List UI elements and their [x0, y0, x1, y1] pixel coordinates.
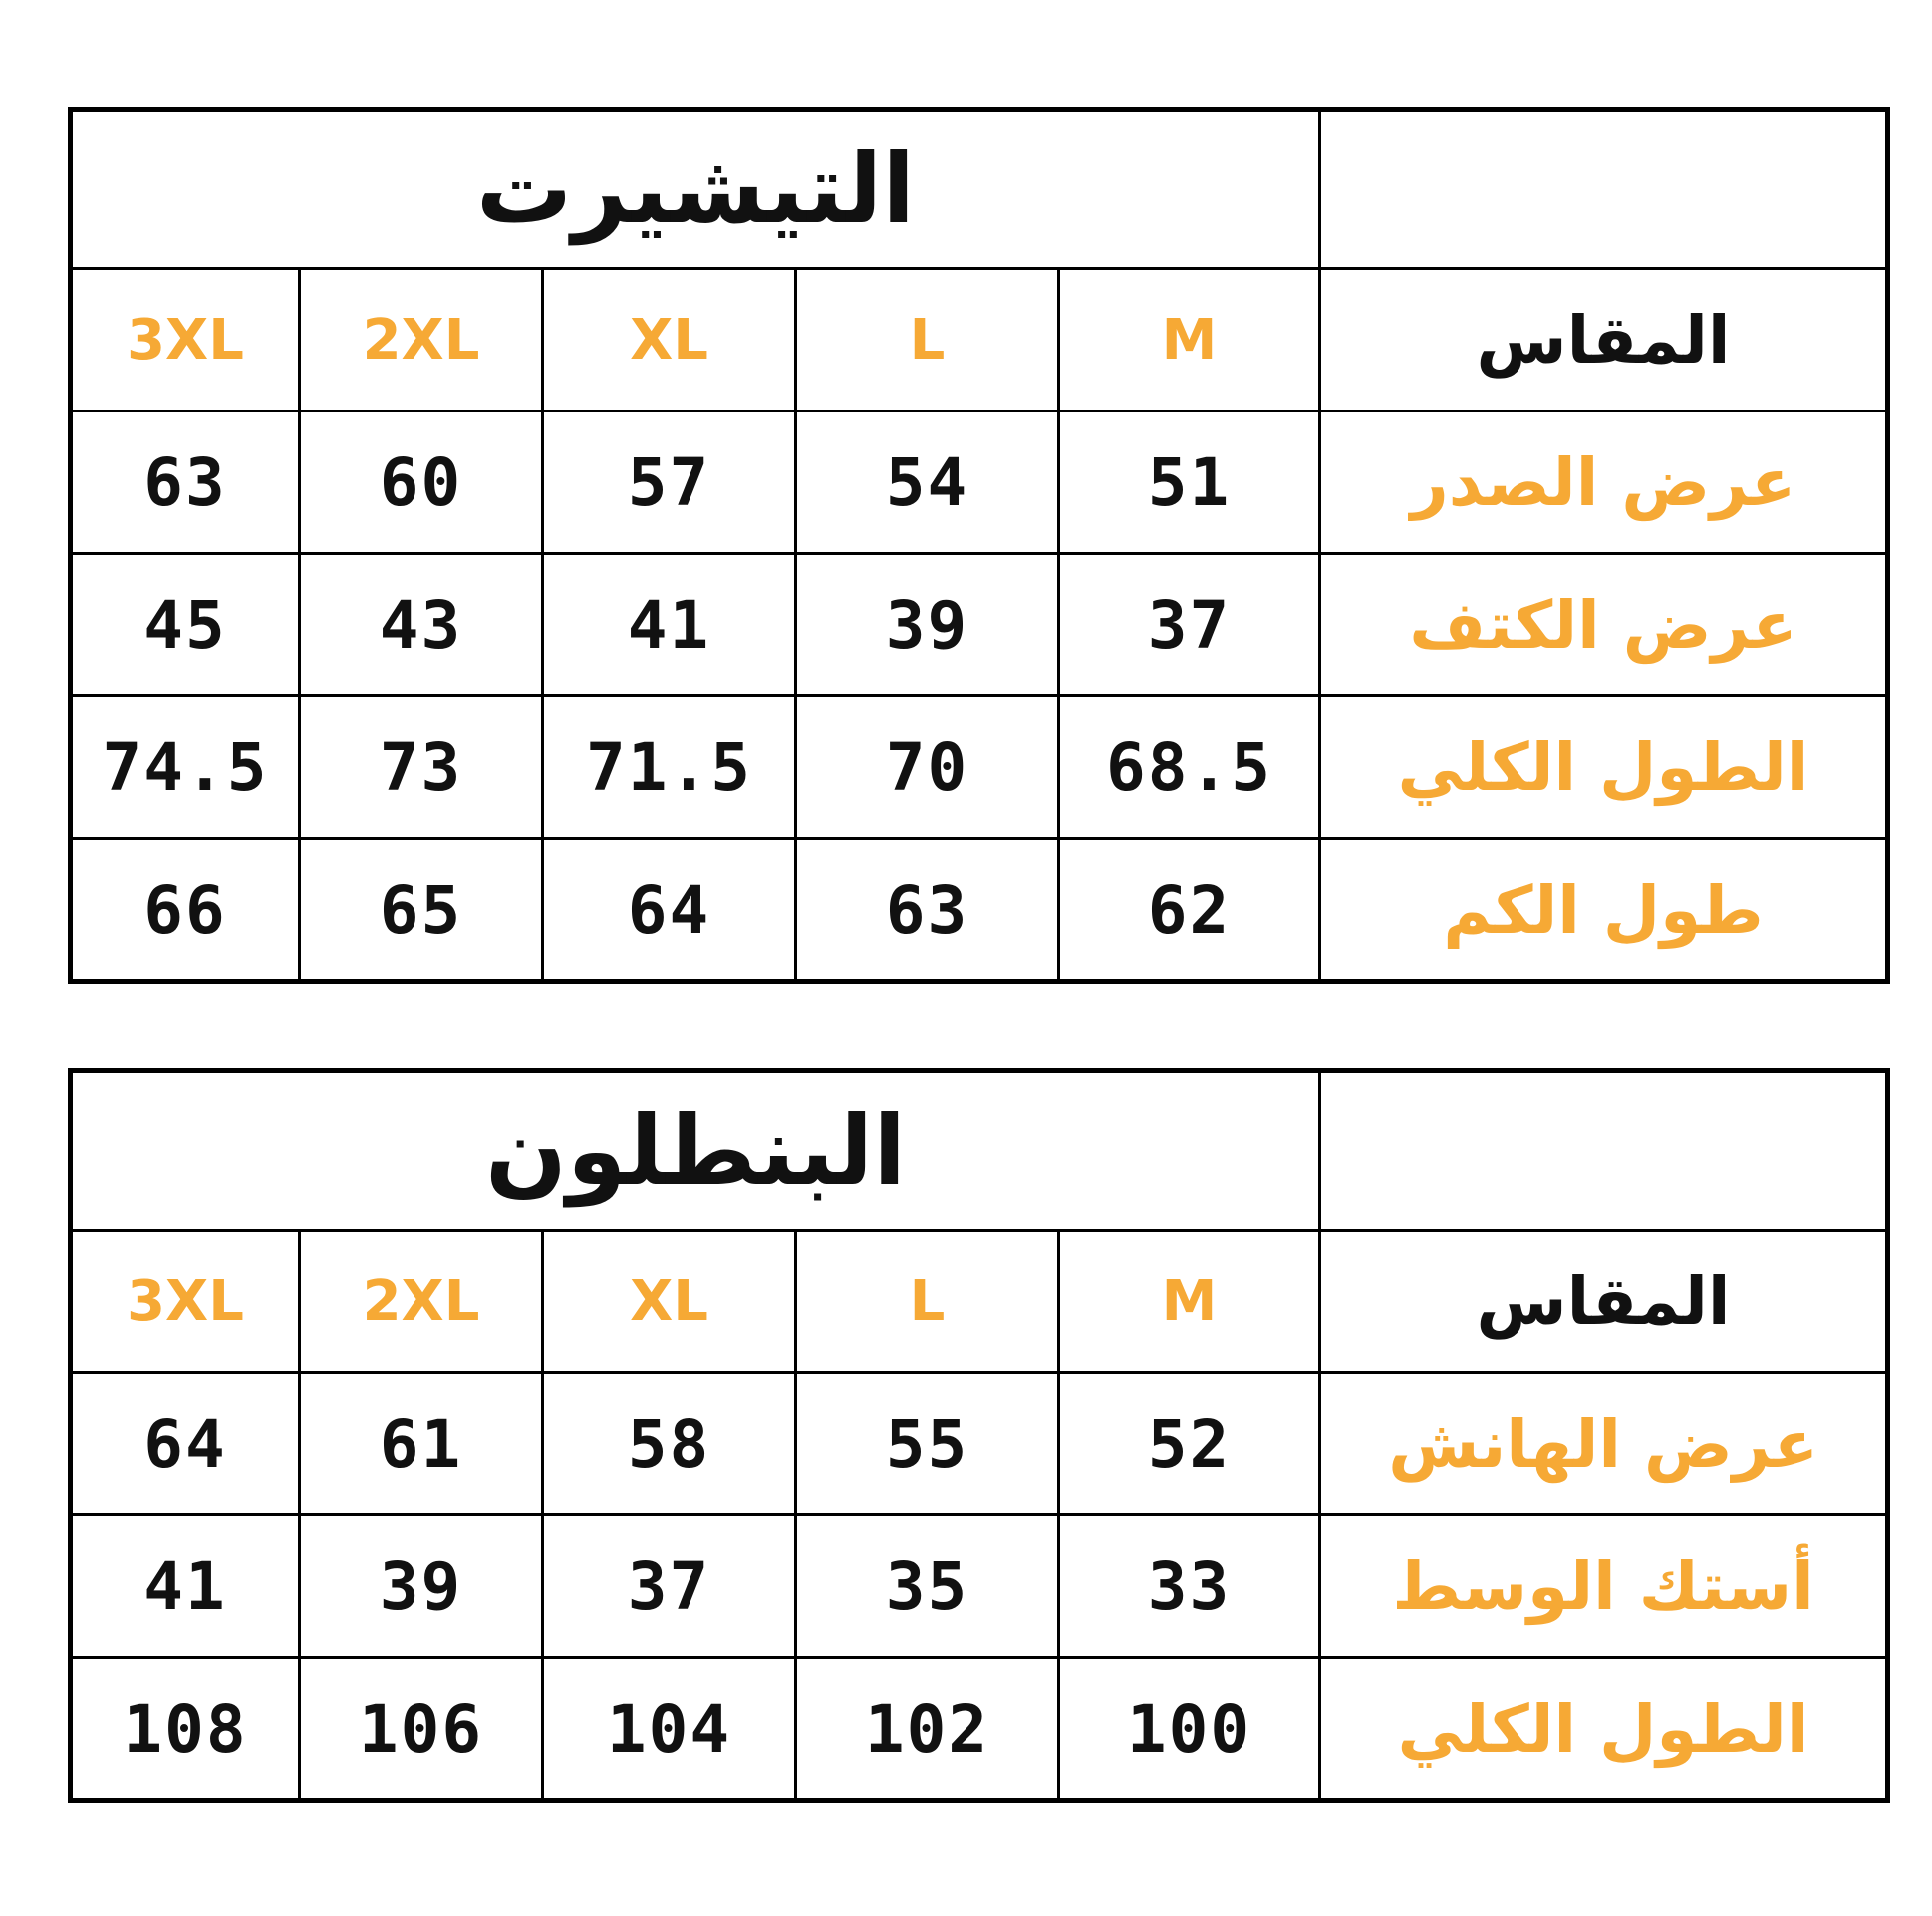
table-row [71, 411, 1888, 554]
size-label-m: M [1161, 1268, 1218, 1334]
value-cell [71, 696, 300, 839]
size-cell [1059, 269, 1320, 411]
value-text: 74.5 [102, 728, 269, 806]
tshirt-size-header-row [71, 269, 1888, 411]
value-cell [796, 1658, 1059, 1801]
value-text: 54 [885, 443, 969, 521]
value-cell [796, 1373, 1059, 1515]
tshirt-title: التيشيرت [475, 134, 916, 245]
size-cell [1059, 1231, 1320, 1373]
value-text: 35 [885, 1547, 969, 1625]
value-text: 41 [627, 586, 711, 664]
size-label-l: L [909, 307, 946, 373]
value-text: 55 [885, 1405, 969, 1483]
row-label: الطول الكلي [1397, 728, 1809, 806]
size-header-cell [1320, 269, 1888, 411]
value-cell [1059, 1658, 1320, 1801]
pants-title-cell [71, 1071, 1320, 1231]
table-row [71, 1373, 1888, 1515]
table-row [71, 1515, 1888, 1658]
row-label: عرض الصدر [1410, 443, 1796, 521]
value-text: 73 [379, 728, 463, 806]
pants-size-table [68, 1068, 1890, 1803]
size-label-m: M [1161, 307, 1218, 373]
size-label-l: L [909, 1268, 946, 1334]
size-cell [543, 1231, 796, 1373]
value-text: 68.5 [1106, 728, 1272, 806]
value-text: 39 [379, 1547, 463, 1625]
value-cell [543, 411, 796, 554]
value-text: 100 [1126, 1690, 1252, 1768]
size-label-2xl: 2XL [362, 1268, 480, 1334]
value-cell [300, 1373, 543, 1515]
tshirt-size-table [68, 107, 1890, 984]
value-text: 64 [143, 1405, 227, 1483]
size-cell [543, 269, 796, 411]
row-label: طول الكم [1443, 871, 1764, 949]
value-text: 37 [1147, 586, 1232, 664]
value-cell [71, 1373, 300, 1515]
value-text: 51 [1147, 443, 1232, 521]
pants-size-header-row [71, 1231, 1888, 1373]
size-label-xl: XL [630, 307, 708, 373]
size-header-label: المقاس [1476, 301, 1731, 379]
size-cell [796, 269, 1059, 411]
size-cell [71, 269, 300, 411]
row-label-cell [1320, 554, 1888, 696]
tshirt-title-cell [71, 110, 1320, 269]
row-label-cell [1320, 1515, 1888, 1658]
tshirt-title-row [71, 110, 1888, 269]
size-cell [796, 1231, 1059, 1373]
value-cell [71, 411, 300, 554]
value-cell [300, 839, 543, 982]
size-label-xl: XL [630, 1268, 708, 1334]
value-text: 45 [143, 586, 227, 664]
value-text: 39 [885, 586, 969, 664]
row-label: أستك الوسط [1392, 1547, 1814, 1625]
value-cell [71, 554, 300, 696]
value-cell [796, 554, 1059, 696]
value-text: 57 [627, 443, 711, 521]
value-cell [1059, 839, 1320, 982]
value-cell [543, 1658, 796, 1801]
value-text: 108 [123, 1690, 248, 1768]
row-label: الطول الكلي [1397, 1690, 1809, 1768]
row-label: عرض الهانش [1388, 1405, 1818, 1483]
value-cell [796, 696, 1059, 839]
size-cell [300, 1231, 543, 1373]
size-label-3xl: 3XL [127, 1268, 244, 1334]
value-text: 70 [885, 728, 969, 806]
pants-title-row [71, 1071, 1888, 1231]
size-cell [71, 1231, 300, 1373]
value-cell [300, 696, 543, 839]
value-text: 104 [606, 1690, 732, 1768]
value-cell [1059, 554, 1320, 696]
value-text: 60 [379, 443, 463, 521]
value-cell [796, 411, 1059, 554]
value-text: 62 [1147, 871, 1232, 949]
table-row [71, 696, 1888, 839]
value-text: 63 [143, 443, 227, 521]
pants-title: البنطلون [484, 1095, 907, 1207]
value-text: 106 [358, 1690, 484, 1768]
value-cell [543, 839, 796, 982]
value-cell [796, 1515, 1059, 1658]
size-cell [300, 269, 543, 411]
value-cell [796, 839, 1059, 982]
value-text: 102 [864, 1690, 990, 1768]
value-cell [300, 1658, 543, 1801]
row-label-cell [1320, 1373, 1888, 1515]
row-label-cell [1320, 1658, 1888, 1801]
value-text: 71.5 [586, 728, 752, 806]
value-text: 41 [143, 1547, 227, 1625]
value-cell [71, 839, 300, 982]
value-text: 43 [379, 586, 463, 664]
tshirt-corner-cell [1320, 110, 1888, 269]
value-text: 33 [1147, 1547, 1232, 1625]
value-cell [1059, 1373, 1320, 1515]
value-text: 52 [1147, 1405, 1232, 1483]
value-cell [71, 1658, 300, 1801]
table-row [71, 554, 1888, 696]
pants-corner-cell [1320, 1071, 1888, 1231]
size-header-cell [1320, 1231, 1888, 1373]
value-text: 64 [627, 871, 711, 949]
table-row [71, 839, 1888, 982]
value-cell [300, 554, 543, 696]
size-header-label: المقاس [1476, 1262, 1731, 1340]
value-cell [300, 411, 543, 554]
value-cell [543, 1515, 796, 1658]
table-row [71, 1658, 1888, 1801]
value-cell [1059, 411, 1320, 554]
value-cell [300, 1515, 543, 1658]
value-cell [543, 1373, 796, 1515]
value-cell [543, 554, 796, 696]
value-cell [1059, 1515, 1320, 1658]
value-cell [1059, 696, 1320, 839]
value-text: 61 [379, 1405, 463, 1483]
row-label-cell [1320, 696, 1888, 839]
value-cell [71, 1515, 300, 1658]
size-label-3xl: 3XL [127, 307, 244, 373]
value-cell [543, 696, 796, 839]
row-label-cell [1320, 411, 1888, 554]
value-text: 65 [379, 871, 463, 949]
row-label-cell [1320, 839, 1888, 982]
value-text: 66 [143, 871, 227, 949]
value-text: 37 [627, 1547, 711, 1625]
value-text: 63 [885, 871, 969, 949]
size-label-2xl: 2XL [362, 307, 480, 373]
value-text: 58 [627, 1405, 711, 1483]
row-label: عرض الكتف [1409, 586, 1797, 664]
